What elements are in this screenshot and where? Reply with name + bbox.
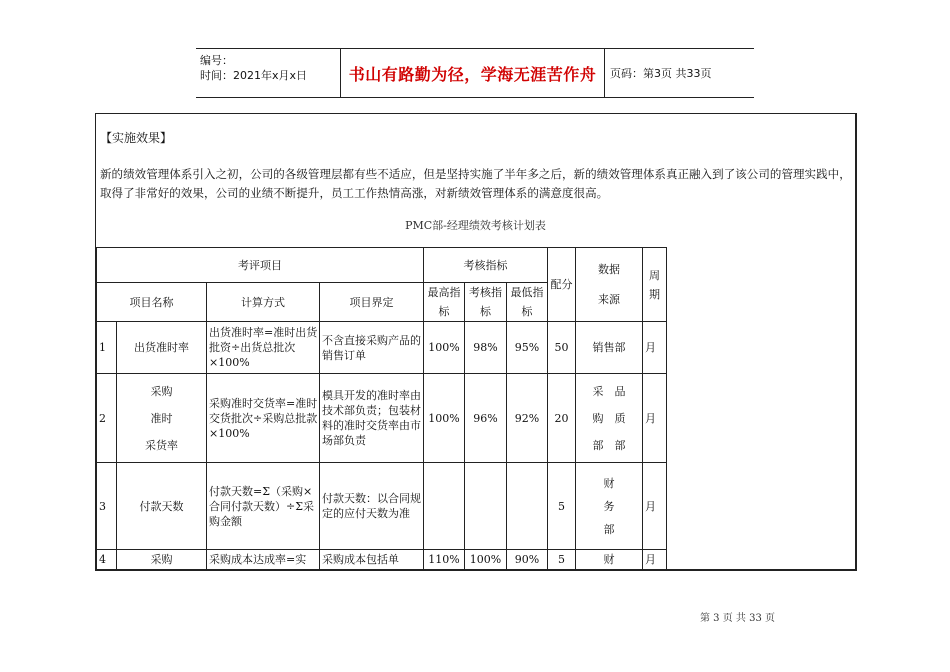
row-target: 100% (465, 550, 507, 572)
row-target (465, 463, 507, 550)
table-row (97, 322, 667, 374)
table-row (97, 463, 667, 550)
row-min: 92% (507, 374, 548, 463)
header-page-code: 页码：第3页 共33页 (610, 67, 712, 80)
content-frame (95, 113, 857, 571)
row-number: 1 (97, 322, 117, 374)
table-row (97, 550, 667, 572)
row-method: 采购成本达成率=实 (207, 550, 320, 572)
row-method: 采购准时交货率=准时交货批次÷采购总批款 ×100% (207, 374, 320, 463)
row-max: 110% (424, 550, 465, 572)
row-definition: 模具开发的准时率由技术部负责；包装材料的准时交货率由市场部负责 (320, 374, 424, 463)
header-min: 最低指标 (507, 283, 548, 322)
row-cycle: 月 (643, 374, 667, 463)
document-number-label: 编号： (200, 54, 233, 67)
row-data-source: 销售部 (576, 322, 643, 374)
header-method: 计算方式 (207, 283, 320, 322)
table-title: PMC部-经理绩效考核计划表 (405, 219, 546, 232)
row-score: 5 (548, 463, 576, 550)
row-method: 付款天数=Σ（采购×合同付款天数）÷Σ采购金额 (207, 463, 320, 550)
row-number: 3 (97, 463, 117, 550)
row-target: 96% (465, 374, 507, 463)
document-date: 时间：2021年x月x日 (200, 69, 308, 82)
row-min: 95% (507, 322, 548, 374)
row-score: 20 (548, 374, 576, 463)
header-slogan: 书山有路勤为径，学海无涯苦作舟 (348, 64, 597, 84)
header-eval-items: 考评项目 (97, 248, 424, 283)
row-score: 50 (548, 322, 576, 374)
section-title: 【实施效果】 (100, 131, 173, 145)
row-max (424, 463, 465, 550)
header-max: 最高指标 (424, 283, 465, 322)
row-data-source: 采 品 购 质 部 部 (576, 374, 643, 463)
row-number: 2 (97, 374, 117, 463)
header-data-source: 数据 来源 (576, 248, 643, 322)
header-divider (604, 49, 605, 97)
row-data-source: 财 务 部 (576, 463, 643, 550)
header-item-name: 项目名称 (97, 283, 207, 322)
header-score: 配分 (548, 248, 576, 322)
row-number: 4 (97, 550, 117, 572)
header-indicators: 考核指标 (424, 248, 548, 283)
row-data-source: 财 (576, 550, 643, 572)
table-header-row (97, 248, 667, 283)
row-target: 98% (465, 322, 507, 374)
row-item-name: 采购 准时 采货率 (117, 374, 207, 463)
page-header (196, 48, 754, 98)
row-method: 出货准时率=准时出货批资÷出货总批次×100% (207, 322, 320, 374)
row-item-name: 采购 (117, 550, 207, 572)
row-max: 100% (424, 374, 465, 463)
row-min (507, 463, 548, 550)
row-definition: 付款天数：以合同规定的应付天数为准 (320, 463, 424, 550)
header-definition: 项目界定 (320, 283, 424, 322)
row-cycle: 月 (643, 463, 667, 550)
row-item-name: 付款天数 (117, 463, 207, 550)
row-cycle: 月 (643, 550, 667, 572)
page-footer: 第 3 页 共 33 页 (700, 613, 775, 624)
body-paragraph: 新的绩效管理体系引入之初，公司的各级管理层都有些不适应，但是坚持实施了半年多之后，新的绩效管理体系真正融入到了该公司的管理实践中，取得了非常好的效果，公司的业绩不断提升，员工工作热情高涨，对新绩效管理体系的满意度很高。 (100, 167, 851, 200)
row-score: 5 (548, 550, 576, 572)
header-cycle: 周 期 (643, 248, 667, 322)
row-definition: 不含直接采购产品的销售订单 (320, 322, 424, 374)
row-min: 90% (507, 550, 548, 572)
row-item-name: 出货准时率 (117, 322, 207, 374)
row-cycle: 月 (643, 322, 667, 374)
row-definition: 采购成本包括单 (320, 550, 424, 572)
row-max: 100% (424, 322, 465, 374)
header-target: 考核指标 (465, 283, 507, 322)
header-meta (200, 53, 340, 83)
assessment-table (96, 247, 667, 571)
table-row (97, 374, 667, 463)
